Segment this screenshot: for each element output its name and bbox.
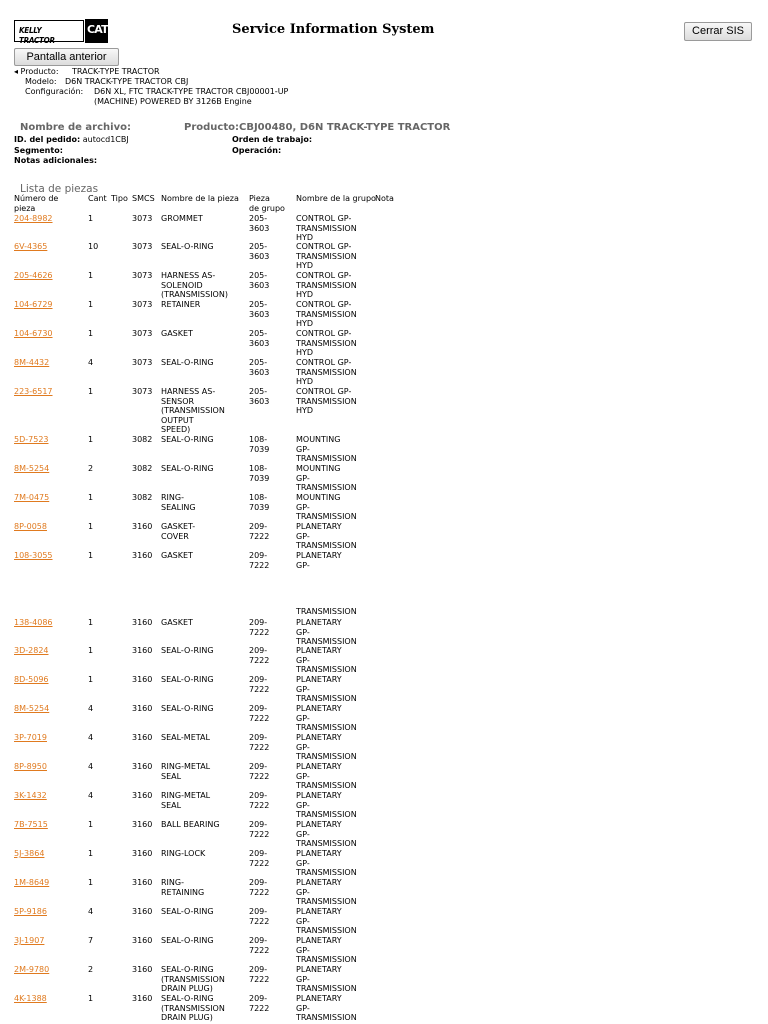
group-part-number: 205- 3603 — [249, 271, 270, 290]
group-name-continuation: TRANSMISSION — [296, 607, 357, 616]
part-number-link[interactable]: 138-4086 — [14, 618, 53, 627]
part-qty: 1 — [88, 878, 94, 887]
part-qty: 1 — [88, 522, 94, 531]
part-smcs: 3073 — [132, 242, 153, 251]
group-part-number: 209- 7222 — [249, 522, 270, 541]
group-name: PLANETARY GP- TRANSMISSION — [296, 965, 357, 994]
part-name: GROMMET — [161, 214, 203, 223]
group-name: PLANETARY GP- TRANSMISSION — [296, 878, 357, 907]
header-group-name: Nombre de la grupo — [296, 194, 376, 203]
group-part-number: 205- 3603 — [249, 358, 270, 377]
part-number-link[interactable]: 104-6729 — [14, 300, 53, 309]
group-name: PLANETARY GP- — [296, 551, 342, 570]
part-qty: 1 — [88, 675, 94, 684]
group-name: PLANETARY GP- TRANSMISSION — [296, 936, 357, 965]
part-smcs: 3160 — [132, 733, 153, 742]
part-name: SEAL-O-RING (TRANSMISSION DRAIN PLUG) — [161, 965, 225, 994]
group-name: CONTROL GP- TRANSMISSION HYD — [296, 242, 357, 271]
group-part-number: 108- 7039 — [249, 493, 270, 512]
part-qty: 1 — [88, 435, 94, 444]
part-number-link[interactable]: 3J-1907 — [14, 936, 45, 945]
part-number-link[interactable]: 223-6517 — [14, 387, 53, 396]
group-part-number: 209- 7222 — [249, 849, 270, 868]
part-smcs: 3160 — [132, 618, 153, 627]
part-smcs: 3082 — [132, 493, 153, 502]
group-part-number: 209- 7222 — [249, 675, 270, 694]
part-qty: 7 — [88, 936, 94, 945]
group-name: PLANETARY GP- TRANSMISSION — [296, 907, 357, 936]
group-name: PLANETARY GP- TRANSMISSION — [296, 704, 357, 733]
part-name: SEAL-O-RING — [161, 704, 214, 713]
part-name: RETAINER — [161, 300, 201, 309]
part-number-link[interactable]: 8M-4432 — [14, 358, 50, 367]
segmento-label: Segmento: — [14, 145, 63, 155]
kelly-logo-text: KELLY TRACTOR — [19, 26, 55, 45]
group-name: PLANETARY GP- TRANSMISSION — [296, 733, 357, 762]
notas-label: Notas adicionales: — [14, 156, 98, 165]
part-number-link[interactable]: 3K-1432 — [14, 791, 47, 800]
group-part-number: 108- 7039 — [249, 464, 270, 483]
group-name: CONTROL GP- TRANSMISSION HYD — [296, 214, 357, 243]
group-part-number: 209- 7222 — [249, 965, 270, 984]
part-qty: 1 — [88, 849, 94, 858]
part-number-link[interactable]: 205-4626 — [14, 271, 53, 280]
header-smcs: SMCS — [132, 194, 155, 203]
group-name: PLANETARY GP- TRANSMISSION — [296, 618, 357, 647]
part-smcs: 3160 — [132, 820, 153, 829]
part-name: SEAL-O-RING — [161, 936, 214, 945]
order-info — [14, 135, 129, 167]
config-label: Configuración: — [25, 87, 84, 96]
group-name: CONTROL GP- TRANSMISSION HYD — [296, 271, 357, 300]
part-qty: 10 — [88, 242, 99, 251]
group-part-number: 209- 7222 — [249, 618, 270, 637]
part-number-link[interactable]: 204-8982 — [14, 214, 53, 223]
part-qty: 1 — [88, 329, 94, 338]
header-type: Tipo — [111, 194, 128, 203]
part-qty: 4 — [88, 358, 94, 367]
part-number-link[interactable]: 5P-9186 — [14, 907, 47, 916]
kelly-tractor-logo — [14, 20, 84, 45]
part-name: SEAL-O-RING — [161, 675, 214, 684]
group-name: CONTROL GP- TRANSMISSION HYD — [296, 329, 357, 358]
part-number-link[interactable]: 108-3055 — [14, 551, 53, 560]
group-part-number: 205- 3603 — [249, 242, 270, 261]
header-note: Nota — [375, 194, 394, 203]
product-heading: Producto:CBJ00480, D6N TRACK-TYPE TRACTOR — [184, 122, 451, 133]
part-smcs: 3073 — [132, 329, 153, 338]
part-qty: 1 — [88, 618, 94, 627]
group-part-number: 209- 7222 — [249, 994, 270, 1013]
part-qty: 2 — [88, 965, 94, 974]
part-qty: 1 — [88, 646, 94, 655]
part-number-link[interactable]: 8M-5254 — [14, 464, 50, 473]
group-name: MOUNTING GP- TRANSMISSION — [296, 435, 357, 464]
part-name: HARNESS AS- SENSOR (TRANSMISSION OUTPUT SPEED) — [161, 387, 225, 435]
part-name: SEAL-O-RING — [161, 435, 214, 444]
group-part-number: 209- 7222 — [249, 878, 270, 897]
part-number-link[interactable]: 3P-7019 — [14, 733, 47, 742]
part-qty: 1 — [88, 300, 94, 309]
part-smcs: 3073 — [132, 271, 153, 280]
part-smcs: 3160 — [132, 994, 153, 1003]
group-name: PLANETARY GP- TRANSMISSION — [296, 675, 357, 704]
app-title: Service Information System — [232, 22, 435, 37]
part-qty: 1 — [88, 820, 94, 829]
group-part-number: 209- 7222 — [249, 733, 270, 752]
producto-value: TRACK-TYPE TRACTOR — [72, 67, 160, 76]
group-part-number: 205- 3603 — [249, 329, 270, 348]
group-part-number: 209- 7222 — [249, 704, 270, 723]
part-number-link[interactable]: 5J-3864 — [14, 849, 45, 858]
part-name: GASKET — [161, 551, 193, 560]
part-smcs: 3082 — [132, 435, 153, 444]
part-smcs: 3160 — [132, 675, 153, 684]
part-number-link[interactable]: 8D-5096 — [14, 675, 49, 684]
part-name: SEAL-METAL — [161, 733, 210, 742]
part-qty: 4 — [88, 762, 94, 771]
part-name: SEAL-O-RING — [161, 464, 214, 473]
part-number-link[interactable]: 104-6730 — [14, 329, 53, 338]
part-smcs: 3073 — [132, 300, 153, 309]
group-name: CONTROL GP- TRANSMISSION HYD — [296, 358, 357, 387]
group-part-number: 209- 7222 — [249, 907, 270, 926]
part-name: SEAL-O-RING — [161, 358, 214, 367]
part-smcs: 3160 — [132, 762, 153, 771]
header-qty: Cant — [88, 194, 107, 203]
group-name: CONTROL GP- TRANSMISSION HYD — [296, 387, 357, 416]
group-name: PLANETARY GP- TRANSMISSION — [296, 849, 357, 878]
part-qty: 1 — [88, 994, 94, 1003]
part-number-link[interactable]: 8P-0058 — [14, 522, 47, 531]
part-number-link[interactable]: 7M-0475 — [14, 493, 50, 502]
group-part-number: 205- 3603 — [249, 214, 270, 233]
part-name: RING- SEALING — [161, 493, 196, 512]
part-number-link[interactable]: 6V-4365 — [14, 242, 48, 251]
part-qty: 4 — [88, 704, 94, 713]
parts-list-title: Lista de piezas — [20, 183, 99, 195]
part-smcs: 3160 — [132, 878, 153, 887]
pedido-value: autocd1CBJ — [82, 135, 129, 144]
part-qty: 1 — [88, 271, 94, 280]
part-name: SEAL-O-RING — [161, 907, 214, 916]
operacion-label: Operación: — [232, 145, 282, 155]
group-part-number: 209- 7222 — [249, 762, 270, 781]
part-smcs: 3160 — [132, 646, 153, 655]
cat-logo — [85, 19, 108, 43]
pedido-label: ID. del pedido: — [14, 135, 81, 144]
part-number-link[interactable]: 4K-1388 — [14, 994, 47, 1003]
group-part-number: 209- 7222 — [249, 820, 270, 839]
part-number-link[interactable]: 8P-8950 — [14, 762, 47, 771]
group-name: PLANETARY GP- TRANSMISSION — [296, 646, 357, 675]
group-part-number: 209- 7222 — [249, 936, 270, 955]
header-group-part: Pieza de grupo — [249, 194, 285, 213]
group-name: PLANETARY GP- TRANSMISSION — [296, 762, 357, 791]
part-smcs: 3073 — [132, 214, 153, 223]
cat-logo-text: CAT — [87, 23, 108, 36]
part-number-link[interactable]: 5D-7523 — [14, 435, 49, 444]
group-part-number: 209- 7222 — [249, 551, 270, 570]
part-smcs: 3160 — [132, 849, 153, 858]
group-part-number: 205- 3603 — [249, 300, 270, 319]
work-order-info — [232, 135, 312, 156]
group-name: PLANETARY GP- TRANSMISSION — [296, 820, 357, 849]
group-name: MOUNTING GP- TRANSMISSION — [296, 493, 357, 522]
part-qty: 1 — [88, 551, 94, 560]
orden-label: Orden de trabajo: — [232, 135, 313, 144]
part-name: GASKET — [161, 618, 193, 627]
header-part-number: Número de pieza — [14, 194, 59, 213]
part-name: BALL BEARING — [161, 820, 220, 829]
part-smcs: 3160 — [132, 704, 153, 713]
part-name: RING-METAL SEAL — [161, 762, 211, 781]
part-number-link[interactable]: 8M-5254 — [14, 704, 50, 713]
previous-screen-button[interactable]: Pantalla anterior — [14, 48, 119, 66]
part-number-link[interactable]: 3D-2824 — [14, 646, 49, 655]
part-qty: 4 — [88, 791, 94, 800]
producto-link[interactable]: ◂ Producto: — [14, 67, 59, 76]
part-smcs: 3160 — [132, 551, 153, 560]
group-part-number: 209- 7222 — [249, 646, 270, 665]
part-name: RING- RETAINING — [161, 878, 205, 897]
archivo-label: Nombre de archivo: — [20, 122, 131, 133]
part-name: GASKET- COVER — [161, 522, 196, 541]
header-part-name: Nombre de la pieza — [161, 194, 239, 203]
group-name: PLANETARY GP- TRANSMISSION — [296, 994, 357, 1023]
part-smcs: 3160 — [132, 965, 153, 974]
group-name: CONTROL GP- TRANSMISSION HYD — [296, 300, 357, 329]
part-qty: 4 — [88, 733, 94, 742]
modelo-label: Modelo: — [25, 77, 57, 86]
part-name: SEAL-O-RING — [161, 646, 214, 655]
part-smcs: 3160 — [132, 522, 153, 531]
part-name: RING-METAL SEAL — [161, 791, 211, 810]
part-name: SEAL-O-RING — [161, 242, 214, 251]
group-part-number: 205- 3603 — [249, 387, 270, 406]
part-smcs: 3160 — [132, 791, 153, 800]
close-sis-button[interactable]: Cerrar SIS — [684, 22, 752, 41]
part-name: GASKET — [161, 329, 193, 338]
config-value-2: (MACHINE) POWERED BY 3126B Engine — [94, 97, 252, 106]
part-qty: 2 — [88, 464, 94, 473]
part-smcs: 3073 — [132, 358, 153, 367]
part-name: HARNESS AS- SOLENOID (TRANSMISSION) — [161, 271, 228, 300]
part-number-link[interactable]: 2M-9780 — [14, 965, 50, 974]
group-part-number: 209- 7222 — [249, 791, 270, 810]
group-part-number: 108- 7039 — [249, 435, 270, 454]
part-qty: 1 — [88, 387, 94, 396]
config-value-1: D6N XL, FTC TRACK-TYPE TRACTOR CBJ00001-UP — [94, 87, 289, 96]
part-smcs: 3082 — [132, 464, 153, 473]
part-name: RING-LOCK — [161, 849, 206, 858]
group-name: PLANETARY GP- TRANSMISSION — [296, 791, 357, 820]
group-name: MOUNTING GP- TRANSMISSION — [296, 464, 357, 493]
part-qty: 1 — [88, 493, 94, 502]
part-smcs: 3160 — [132, 936, 153, 945]
part-number-link[interactable]: 1M-8649 — [14, 878, 50, 887]
part-qty: 4 — [88, 907, 94, 916]
group-name: PLANETARY GP- TRANSMISSION — [296, 522, 357, 551]
part-smcs: 3160 — [132, 907, 153, 916]
modelo-value: D6N TRACK-TYPE TRACTOR CBJ — [65, 77, 189, 86]
part-number-link[interactable]: 7B-7515 — [14, 820, 48, 829]
part-qty: 1 — [88, 214, 94, 223]
part-smcs: 3073 — [132, 387, 153, 396]
part-name: SEAL-O-RING (TRANSMISSION DRAIN PLUG) — [161, 994, 225, 1023]
